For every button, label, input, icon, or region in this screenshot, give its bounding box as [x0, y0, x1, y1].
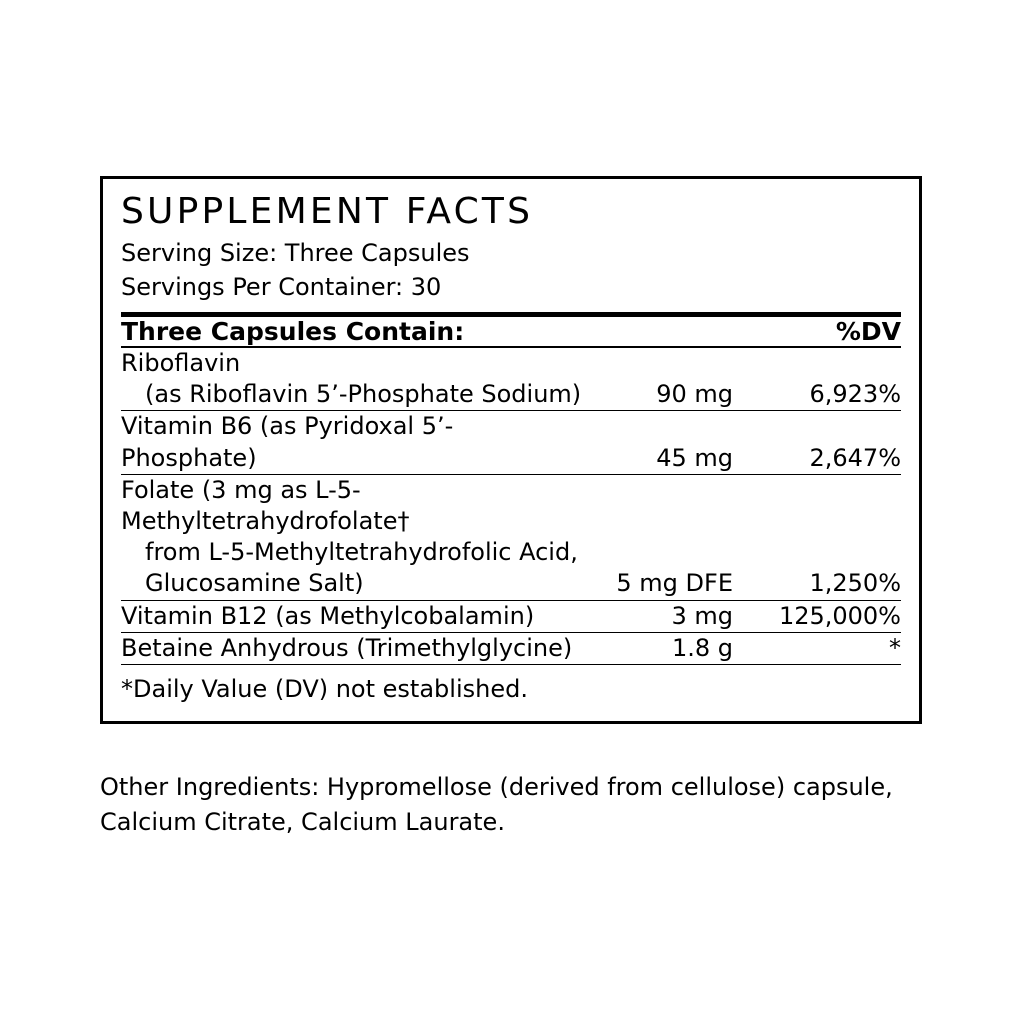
table-row [121, 411, 901, 473]
nutrient-name-line: Vitamin B12 (as Methylcobalamin) [121, 601, 535, 630]
daily-value-footnote: *Daily Value (DV) not established. [121, 674, 528, 703]
table-header-row [121, 317, 901, 346]
nutrient-name [121, 633, 583, 664]
other-ingredients: Other Ingredients: Hypromellose (derived from cellulose) capsule, Calcium Citrate, Calcium Laurate. [100, 773, 893, 837]
servings-per-container: Servings Per Container: 30 [121, 272, 442, 301]
nutrient-name-line: Betaine Anhydrous (Trimethylglycine) [121, 633, 573, 662]
table-row [121, 601, 901, 632]
nutrient-amount: 3 mg [671, 601, 733, 630]
nutrient-name [121, 475, 583, 600]
nutrient-name-line: Vitamin B6 (as Pyridoxal 5’-Phosphate) [121, 412, 454, 472]
nutrient-name-line: Glucosamine Salt) [145, 569, 364, 598]
header-amount [583, 317, 733, 346]
header-name: Three Capsules Contain: [121, 317, 465, 347]
panel-title: SUPPLEMENT FACTS [121, 191, 534, 232]
nutrient-dv: 1,250% [809, 569, 901, 598]
nutrient-name-line: Folate (3 mg as L-5-Methyltetrahydrofolate† [121, 475, 410, 535]
nutrient-amount: 90 mg [656, 380, 733, 409]
supplement-facts-panel [100, 176, 922, 724]
nutrient-name-line: (as Riboflavin 5’-Phosphate Sodium) [145, 380, 582, 409]
nutrient-dv: 2,647% [809, 443, 901, 472]
table-row [121, 633, 901, 664]
nutrient-amount: 5 mg DFE [616, 569, 733, 598]
nutrient-dv: * [889, 633, 901, 662]
nutrient-name [121, 601, 583, 632]
nutrient-dv: 125,000% [778, 601, 901, 630]
table-row [121, 348, 901, 410]
nutrient-name-line: from L-5-Methyltetrahydrofolic Acid, [145, 538, 578, 567]
nutrient-dv: 6,923% [809, 380, 901, 409]
serving-size: Serving Size: Three Capsules [121, 238, 470, 267]
nutrient-name [121, 348, 583, 410]
table-row [121, 475, 901, 600]
nutrient-name [121, 411, 583, 473]
nutrient-amount: 1.8 g [671, 633, 733, 662]
nutrition-table [121, 317, 901, 665]
nutrient-amount: 45 mg [656, 443, 733, 472]
header-daily-value: %DV [835, 317, 901, 347]
nutrient-name-line: Riboflavin [121, 349, 241, 378]
